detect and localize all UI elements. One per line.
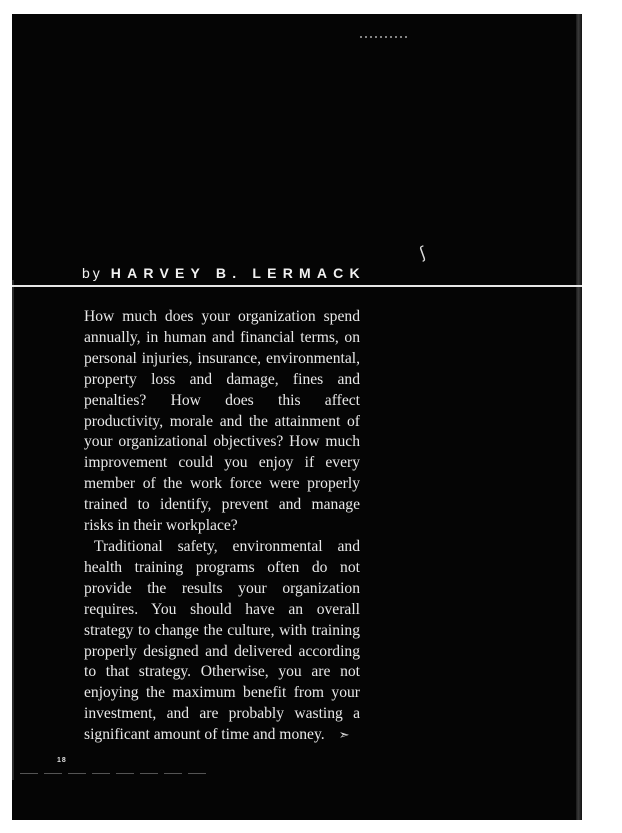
author-name: HARVEY B. LERMACK — [110, 265, 366, 281]
byline-prefix: by — [82, 265, 103, 281]
end-of-article-icon: ➣ — [338, 728, 350, 744]
bottom-rule — [20, 773, 210, 774]
page-left-edge — [12, 280, 14, 780]
page-edge-strip — [576, 14, 582, 820]
article-paragraph-1: How much does your organization spend annually, in human and financial terms, on personal injuries, insurance, environmental, property loss and damage, fines and penalties? How does this affect productivity, morale and the attainment of your organizational objectives? How much improvement could you enjoy if every member of the work force were properly trained to identify, prevent and manage risks in their workplace? — [84, 308, 360, 535]
scan-speckle — [360, 36, 410, 38]
byline-divider — [12, 285, 582, 287]
author-byline — [82, 265, 366, 281]
article-paragraph-2 — [84, 537, 360, 747]
page-number: 18 — [57, 757, 67, 764]
article-paragraph-2-text: Traditional safety, environmental and health training programs often do not provide the results your organization requires. You should have an overall strategy to change the culture, with training properly designed and delivered according to that strategy. Otherwise, you are not enjoying the maximum benefit from your investment, and are probably wasting a significant amount of time and money. — [84, 537, 360, 744]
hook-glyph-icon: ʃ — [416, 242, 429, 263]
article-body — [84, 307, 360, 747]
